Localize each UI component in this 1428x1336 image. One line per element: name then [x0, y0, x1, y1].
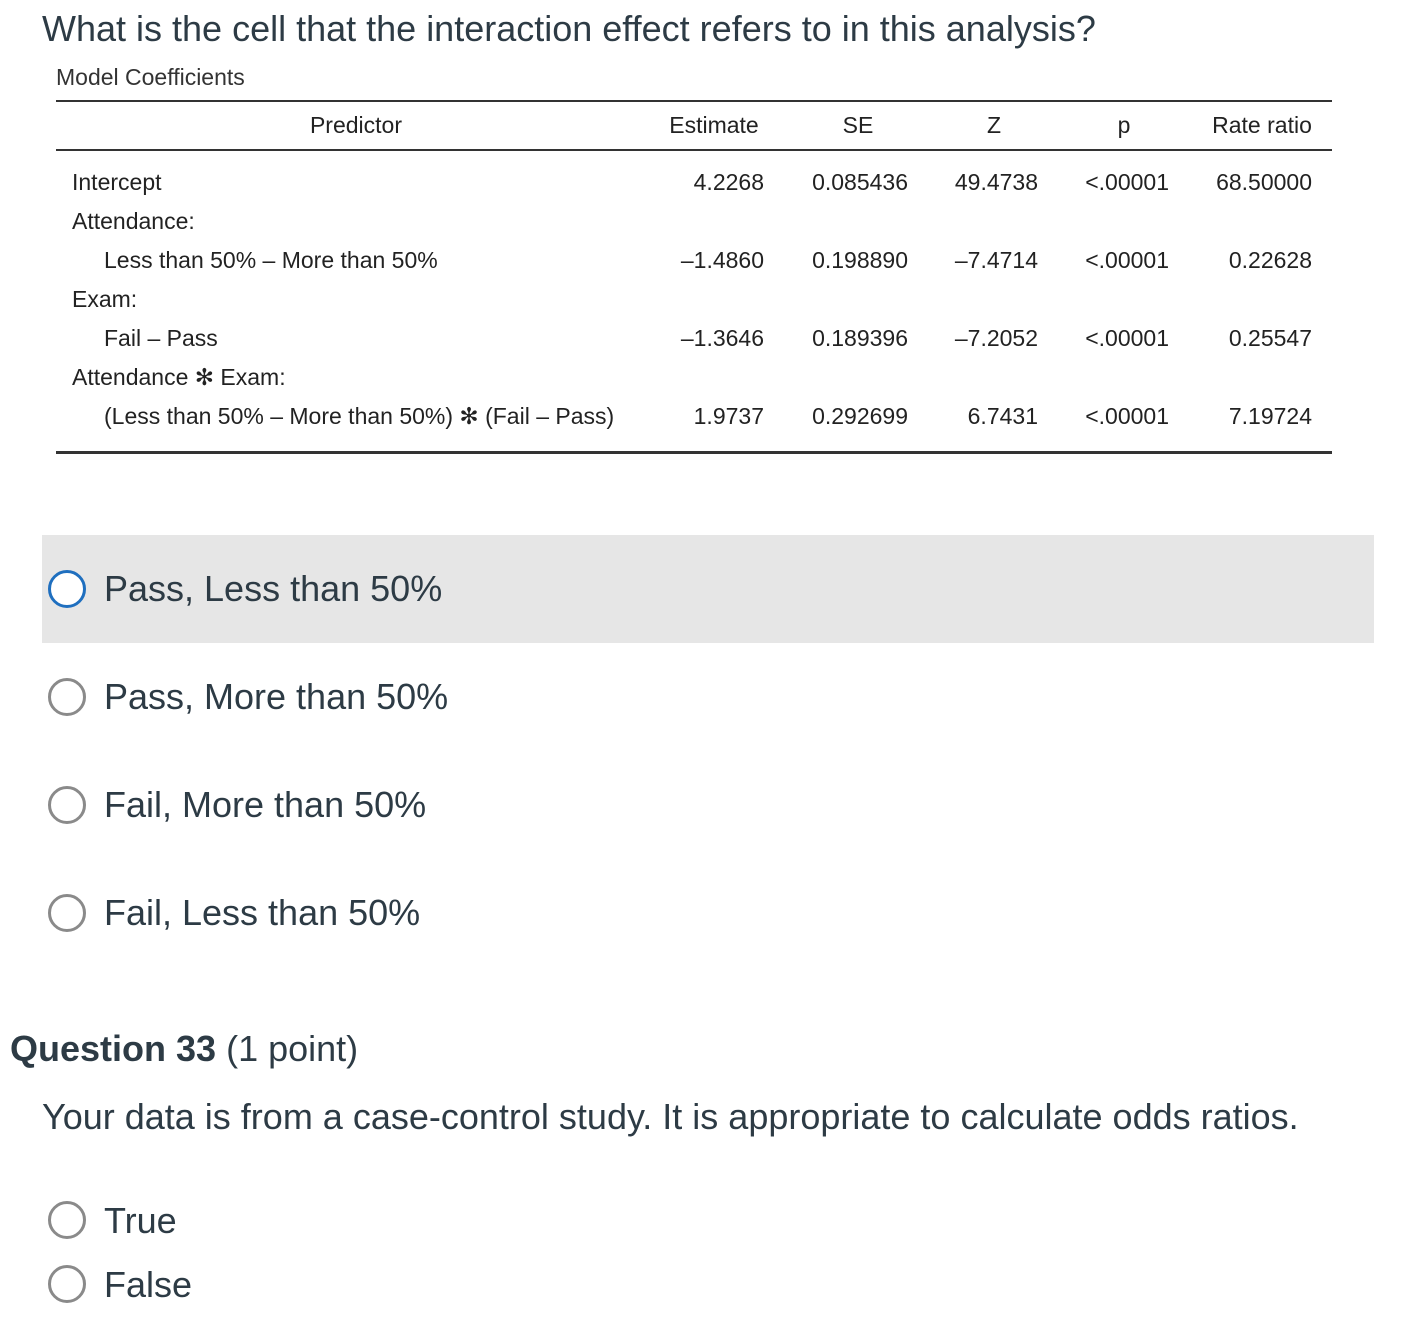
cell-estimate: 1.9737 — [693, 403, 764, 429]
cell-se: 0.292699 — [812, 403, 908, 429]
false-option-label: False — [104, 1264, 193, 1305]
header-estimate: Estimate — [669, 112, 759, 138]
cell-se: 0.085436 — [812, 169, 908, 195]
cell-estimate: 4.2268 — [693, 169, 764, 195]
table-caption: Model Coefficients — [56, 64, 245, 90]
cell-estimate: –1.3646 — [680, 325, 764, 351]
question-33-text: Your data is from a case-control study. It is appropriate to calculate odds ratios. — [42, 1096, 1299, 1137]
cell-rate-ratio: 0.25547 — [1228, 325, 1312, 351]
cell-z: 49.4738 — [954, 169, 1038, 195]
row-label-attendance-contrast: Less than 50% – More than 50% — [104, 247, 438, 273]
answer-option-label: Fail, More than 50% — [104, 784, 427, 825]
true-option-label: True — [104, 1200, 177, 1241]
cell-estimate: –1.4860 — [680, 247, 764, 273]
answer-option[interactable] — [42, 751, 1374, 859]
row-label-attendance: Attendance: — [72, 208, 195, 234]
cell-p: <.00001 — [1085, 403, 1169, 429]
question-text: What is the cell that the interaction effect refers to in this analysis? — [42, 8, 1096, 49]
table-header — [56, 102, 1332, 151]
cell-p: <.00001 — [1085, 325, 1169, 351]
cell-rate-ratio: 7.19724 — [1228, 403, 1312, 429]
row-label-interaction: Attendance ✻ Exam: — [72, 364, 286, 390]
radio-button[interactable] — [48, 1265, 86, 1303]
row-label-exam: Exam: — [72, 286, 138, 312]
header-predictor: Predictor — [309, 112, 403, 138]
radio-button[interactable] — [48, 894, 86, 932]
cell-rate-ratio: 68.50000 — [1216, 169, 1312, 195]
false-option[interactable] — [42, 1252, 442, 1316]
model-coefficients-table — [56, 100, 1332, 454]
question-33-heading — [10, 1028, 358, 1070]
true-option[interactable] — [42, 1188, 442, 1252]
cell-rate-ratio: 0.22628 — [1228, 247, 1312, 273]
question-33-title: Question 33 — [10, 1028, 217, 1069]
row-label-intercept: Intercept — [72, 169, 162, 195]
cell-p: <.00001 — [1085, 247, 1169, 273]
cell-p: <.00001 — [1085, 169, 1169, 195]
answer-option[interactable] — [42, 643, 1374, 751]
cell-z: –7.4714 — [954, 247, 1038, 273]
answer-option[interactable] — [42, 535, 1374, 643]
radio-button[interactable] — [48, 786, 86, 824]
cell-z: 6.7431 — [967, 403, 1038, 429]
header-z: Z — [986, 112, 1002, 138]
radio-button[interactable] — [48, 1201, 86, 1239]
row-label-exam-contrast: Fail – Pass — [104, 325, 218, 351]
cell-se: 0.189396 — [812, 325, 908, 351]
radio-button[interactable] — [48, 678, 86, 716]
answer-option[interactable] — [42, 859, 1374, 967]
answer-options — [42, 535, 1374, 967]
cell-z: –7.2052 — [954, 325, 1038, 351]
question-33-points: (1 point) — [226, 1028, 359, 1069]
radio-button[interactable] — [48, 570, 86, 608]
header-p: p — [1117, 112, 1131, 138]
header-rate-ratio: Rate ratio — [1212, 112, 1312, 138]
cell-se: 0.198890 — [812, 247, 908, 273]
answer-option-label: Pass, More than 50% — [104, 676, 449, 717]
answer-option-label: Fail, Less than 50% — [104, 892, 421, 933]
row-label-interaction-contrast: (Less than 50% – More than 50%) ✻ (Fail – Pass) — [104, 403, 615, 429]
header-se: SE — [842, 112, 874, 138]
answer-option-label: Pass, Less than 50% — [104, 568, 443, 609]
